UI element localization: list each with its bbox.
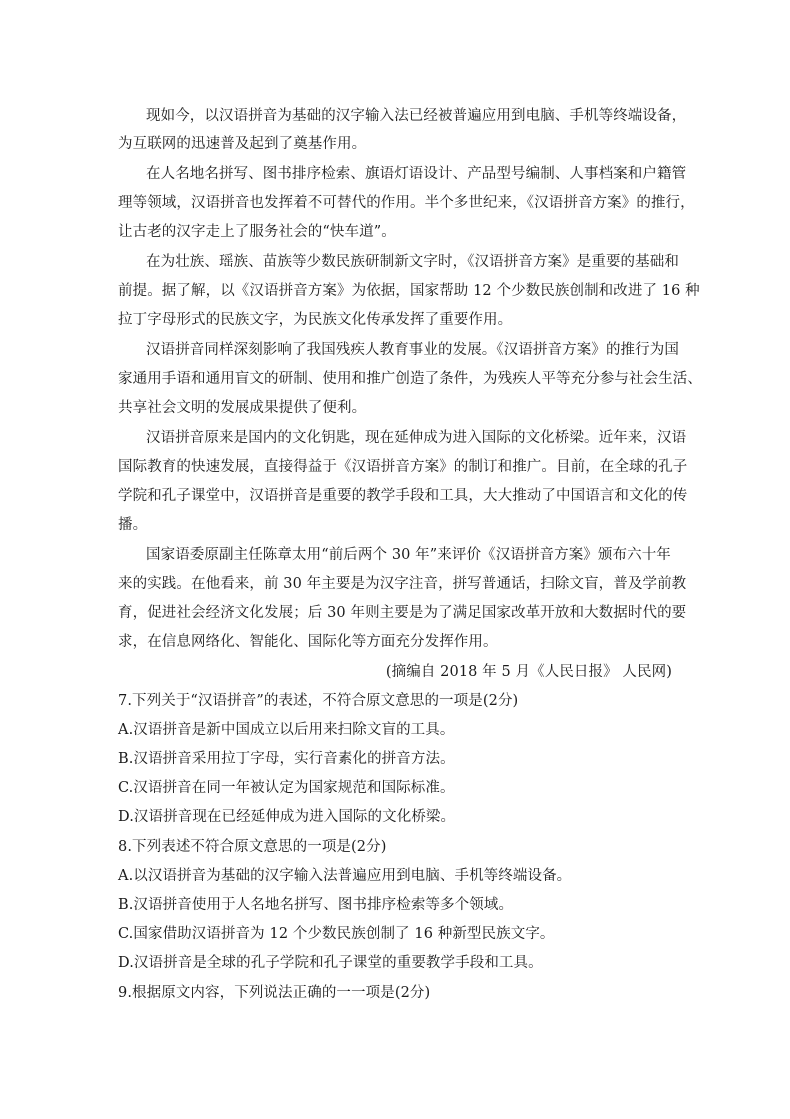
paragraph-line: 现如今，以汉语拼音为基础的汉字输入法已经被普遍应用到电脑、手机等终端设备， [146,108,687,124]
paragraph-line: 汉语拼音同样深刻影响了我国残疾人教育事业的发展。《汉语拼音方案》的推行为国 [146,342,679,358]
paragraph-line: 国际教育的快速发展，直接得益于《汉语拼音方案》的制订和推广。目前，在全球的孔子 [118,459,688,475]
question-8-stem: 8.下列表述不符合原文意思的一项是(2分) [118,839,387,855]
question-8-option-a: A.以汉语拼音为基础的汉字输入法普遍应用到电脑、手机等终端设备。 [118,868,572,884]
question-8-option-b: B.汉语拼音使用于人名地名拼写、图书排序检索等多个领域。 [118,897,514,913]
paragraph-line: 拉丁字母形式的民族文字，为民族文化传承发挥了重要作用。 [118,312,513,328]
source-citation: (摘编自 2018 年 5 月《人民日报》 人民网) [385,664,672,680]
question-7-option-d: D.汉语拼音现在已经延伸成为进入国际的文化桥梁。 [118,809,456,825]
paragraph-line: 国家语委原副主任陈章太用“前后两个 30 年”来评价《汉语拼音方案》颁布六十年 [146,547,671,563]
paragraph-line: 求，在信息网络化、智能化、国际化等方面充分发挥作用。 [118,634,498,650]
paragraph-line: 来的实践。在他看来，前 30 年主要是为汉字注音，拼写普通话，扫除文盲，普及学前教 [118,576,687,592]
paragraph-line: 共享社会文明的发展成果提供了便利。 [118,400,367,416]
paragraph-line: 汉语拼音原来是国内的文化钥匙，现在延伸成为进入国际的文化桥梁。近年来，汉语 [146,430,687,446]
paragraph-line: 在为壮族、瑶族、苗族等少数民族研制新文字时，《汉语拼音方案》是重要的基础和 [146,254,679,270]
paragraph-line: 育，促进社会经济文化发展；后 30 年则主要是为了满足国家改革开放和大数据时代的要 [118,605,687,621]
question-8-option-c: C.国家借助汉语拼音为 12 个少数民族创制了 16 种新型民族文字。 [118,926,555,942]
paragraph-line: 播。 [118,517,148,533]
paragraph-line: 在人名地名拼写、图书排序检索、旗语灯语设计、产品型号编制、人事档案和户籍管 [146,166,687,182]
paragraph-line: 为互联网的迅速普及起到了奠基作用。 [118,136,367,152]
question-7-option-a: A.汉语拼音是新中国成立以后用来扫除文盲的工具。 [118,722,455,738]
paragraph-line: 让古老的汉字走上了服务社会的“快车道”。 [118,224,396,240]
paragraph-line: 前提。据了解，以《汉语拼音方案》为依据，国家帮助 12 个少数民族创制和改进了 16 种 [118,283,700,299]
question-9-stem: 9.根据原文内容，下列说法正确的一一项是(2分) [118,985,431,1001]
question-8-option-d: D.汉语拼音是全球的孔子学院和孔子课堂的重要教学手段和工具。 [118,955,543,971]
question-7-option-c: C.汉语拼音在同一年被认定为国家规范和国际标准。 [118,780,455,796]
paragraph-line: 家通用手语和通用盲文的研制、使用和推广创造了条件，为残疾人平等充分参与社会生活、 [118,371,702,387]
question-7-stem: 7.下列关于“汉语拼音”的表述，不符合原文意思的一项是(2分) [118,693,519,709]
paragraph-line: 学院和孔子课堂中，汉语拼音是重要的教学手段和工具，大大推动了中国语言和文化的传 [118,488,688,504]
question-7-option-b: B.汉语拼音采用拉丁字母，实行音素化的拼音方法。 [118,751,455,767]
paragraph-line: 理等领域，汉语拼音也发挥着不可替代的作用。半个多世纪来，《汉语拼音方案》的推行， [118,195,695,211]
